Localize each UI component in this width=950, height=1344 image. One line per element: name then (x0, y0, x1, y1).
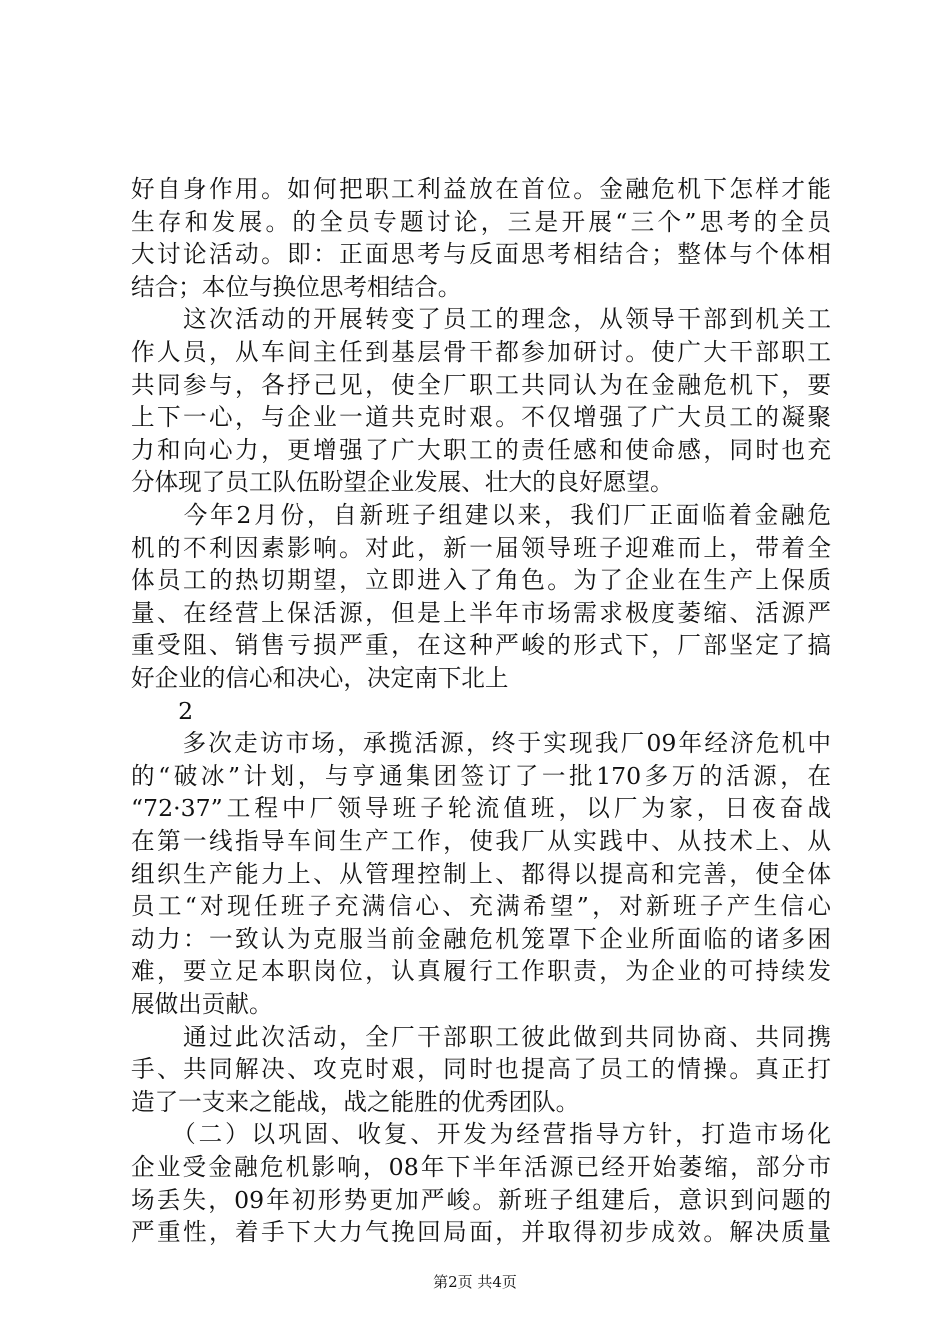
text-line: 大讨论活动。即：正面思考与反面思考相结合；整体与个体相 (131, 240, 831, 269)
text-line: 2 (131, 696, 194, 725)
text-line: 的“破冰”计划，与亨通集团签订了一批170多万的活源，在 (131, 761, 831, 790)
text-line: 体员工的热切期望，立即进入了角色。为了企业在生产上保质 (131, 566, 831, 595)
text-line: 造了一支来之能战，战之能胜的优秀团队。 (131, 1087, 580, 1116)
page-footer: 第2页 共4页 (433, 1273, 517, 1291)
text-line: 量、在经营上保活源，但是上半年市场需求极度萎缩、活源严 (131, 598, 831, 627)
text-line: 作人员，从车间主任到基层骨干都参加研讨。使广大干部职工 (131, 338, 831, 366)
text-line: 通过此次活动，全厂干部职工彼此做到共同协商、共同携 (131, 1022, 831, 1051)
text-line: 上下一心，与企业一道共克时艰。不仅增强了广大员工的凝聚 (131, 403, 831, 432)
text-line: 员工“对现任班子充满信心、充满希望”，对新班子产生信心 (131, 892, 831, 921)
text-line: 动力：一致认为克服当前金融危机笼罩下企业所面临的诸多困 (131, 924, 831, 953)
text-line: 在第一线指导车间生产工作，使我厂从实践中、从技术上、从 (131, 827, 831, 855)
text-line: 好自身作用。如何把职工利益放在首位。金融危机下怎样才能 (131, 175, 831, 203)
text-line: 这次活动的开展转变了员工的理念，从领导干部到机关工 (131, 305, 831, 334)
text-line: 组织生产能力上、从管理控制上、都得以提高和完善，使全体 (131, 859, 831, 888)
text-line: 力和向心力，更增强了广大职工的责任感和使命感，同时也充 (131, 435, 831, 464)
text-line: 结合；本位与换位思考相结合。 (131, 272, 462, 301)
text-line: 手、共同解决、攻克时艰，同时也提高了员工的情操。真正打 (131, 1055, 831, 1084)
text-line: 机的不利因素影响。对此，新一届领导班子迎难而上，带着全 (131, 533, 831, 562)
text-line: “72·37”工程中厂领导班子轮流值班，以厂为家，日夜奋战 (131, 794, 831, 823)
text-line: 生存和发展。的全员专题讨论，三是开展“三个”思考的全员 (131, 207, 831, 236)
text-line: （二）以巩固、收复、开发为经营指导方针，打造市场化 (131, 1120, 831, 1149)
text-line: 分体现了员工队伍盼望企业发展、壮大的良好愿望。 (131, 468, 674, 497)
text-line: 多次走访市场，承揽活源，终于实现我厂09年经济危机中 (131, 729, 831, 758)
text-line: 难，要立足本职岗位，认真履行工作职责，为企业的可持续发 (131, 957, 831, 986)
text-line: 严重性，着手下大力气挽回局面，并取得初步成效。解决质量 (131, 1218, 831, 1247)
text-line: 展做出贡献。 (131, 990, 273, 1018)
text-line: 共同参与，各抒己见，使全厂职工共同认为在金融危机下，要 (131, 370, 831, 399)
text-line: 好企业的信心和决心，决定南下北上 (131, 664, 509, 692)
text-line: 今年2月份，自新班子组建以来，我们厂正面临着金融危 (131, 501, 831, 529)
text-line: 企业受金融危机影响，08年下半年活源已经开始萎缩，部分市 (131, 1153, 831, 1181)
text-line: 场丢失，09年初形势更加严峻。新班子组建后，意识到问题的 (131, 1185, 831, 1214)
text-line: 重受阻、销售亏损严重，在这种严峻的形式下，厂部坚定了搞 (131, 631, 831, 660)
